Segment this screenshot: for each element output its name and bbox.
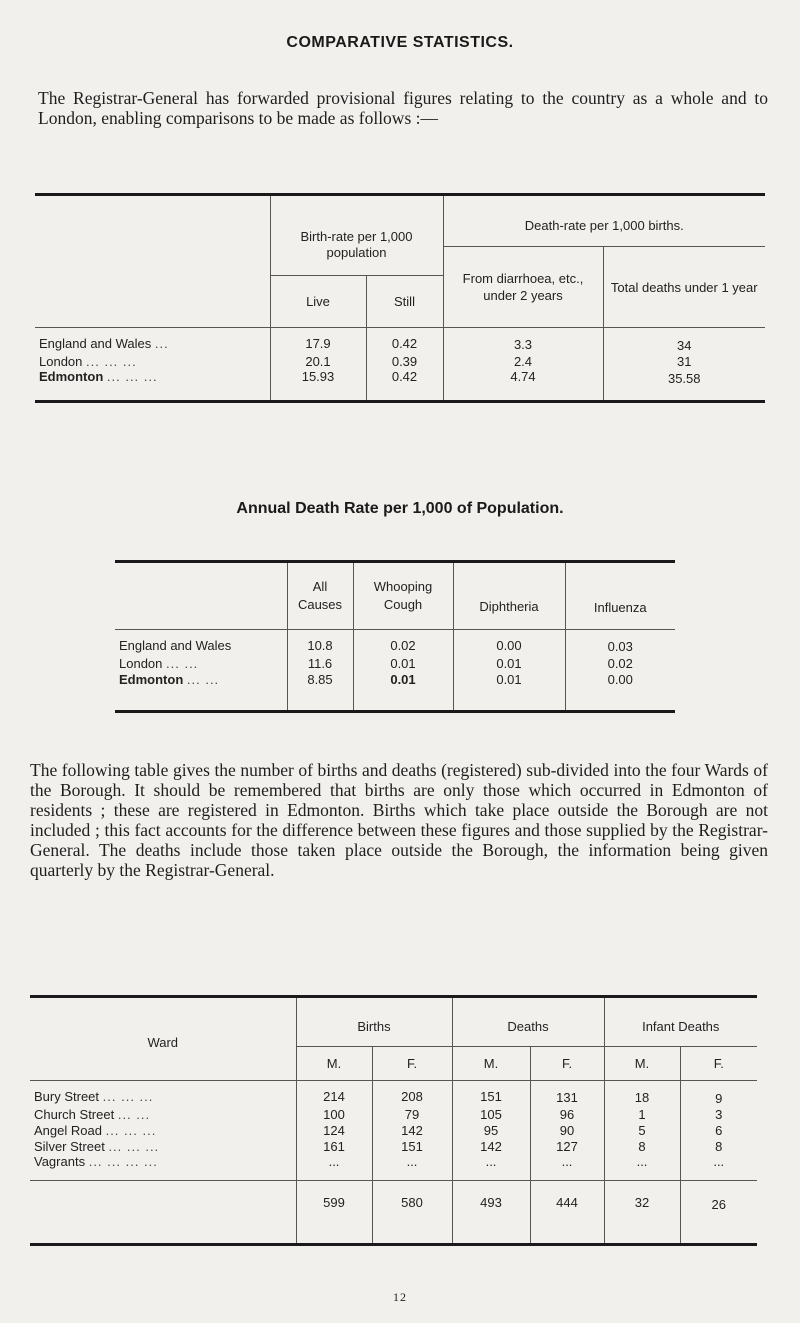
cell-deaths-f: 90 <box>530 1122 604 1138</box>
leader-dots: ... ... ... <box>105 1122 157 1138</box>
cell-all-causes: 8.85 <box>287 672 353 712</box>
ward-label: Angel Road <box>34 1122 102 1138</box>
header-births-female: F. <box>372 1047 452 1081</box>
cell-births-f: 79 <box>372 1106 452 1122</box>
cell-births-f: 208 <box>372 1081 452 1107</box>
ward-label: Vagrants <box>34 1154 86 1169</box>
page-number: 12 <box>393 1290 407 1304</box>
cell-all-causes: 10.8 <box>287 630 353 656</box>
cell-births-m: 214 <box>296 1081 372 1107</box>
cell-infant-f: 9 <box>680 1081 757 1107</box>
header-still: Still <box>366 276 443 328</box>
leader-dots: ... ... <box>186 671 220 687</box>
area-label: England and Wales <box>39 336 152 351</box>
cell-still: 0.42 <box>366 328 443 354</box>
cell-deaths-f: 96 <box>530 1106 604 1122</box>
cell-births-m: 161 <box>296 1138 372 1154</box>
cell-infant-f: ... <box>680 1154 757 1180</box>
cell-deaths-m: 105 <box>452 1106 530 1122</box>
section-title-death-rate: Annual Death Rate per 1,000 of Population. <box>236 500 564 517</box>
cell-diarrhoea: 4.74 <box>443 369 603 401</box>
cell-infant-f: 8 <box>680 1138 757 1154</box>
header-infant-female: F. <box>680 1047 757 1081</box>
annual-death-rate-table <box>115 560 675 713</box>
header-live: Live <box>270 276 366 328</box>
leader-dots: ... ... ... ... <box>88 1154 158 1169</box>
birth-death-rate-table <box>35 193 765 403</box>
header-ward: Ward <box>147 1034 179 1050</box>
total-births-m: 599 <box>296 1180 372 1244</box>
header-deaths-male: M. <box>452 1047 530 1081</box>
cell-deaths-f: 131 <box>530 1081 604 1107</box>
leader-dots: ... ... ... <box>102 1089 154 1104</box>
header-influenza: Influenza <box>565 562 675 630</box>
page-title: COMPARATIVE STATISTICS. <box>286 34 514 51</box>
total-deaths-f: 444 <box>530 1180 604 1244</box>
header-diphtheria: Diphtheria <box>453 562 565 630</box>
total-infant-m: 32 <box>604 1180 680 1244</box>
leader-dots: ... ... <box>117 1106 151 1122</box>
header-infant-male: M. <box>604 1047 680 1081</box>
cell-diphtheria: 0.01 <box>453 656 565 672</box>
leader-dots: ... ... <box>166 656 199 671</box>
cell-births-m: 124 <box>296 1122 372 1138</box>
cell-still: 0.42 <box>366 369 443 401</box>
cell-total: 34 <box>603 328 765 354</box>
area-label: Edmonton <box>39 369 104 384</box>
cell-births-f: ... <box>372 1154 452 1180</box>
cell-influenza: 0.03 <box>565 630 675 656</box>
header-total-deaths: Total deaths under 1 year <box>603 247 765 328</box>
cell-births-m: 100 <box>296 1106 372 1122</box>
cell-deaths-f: ... <box>530 1154 604 1180</box>
cell-infant-m: 5 <box>604 1122 680 1138</box>
cell-births-m: ... <box>296 1154 372 1180</box>
cell-deaths-m: 151 <box>452 1081 530 1107</box>
cell-infant-m: ... <box>604 1154 680 1180</box>
cell-live: 15.93 <box>270 369 366 401</box>
cell-infant-f: 3 <box>680 1106 757 1122</box>
intro-paragraph: The Registrar-General has forwarded provisional figures relating to the country as a whole and to London, enabling comparisons to be made as follows :— <box>38 88 768 128</box>
cell-infant-m: 18 <box>604 1081 680 1107</box>
header-birth-rate: Birth-rate per 1,000 population <box>270 195 443 276</box>
cell-diphtheria: 0.00 <box>453 630 565 656</box>
leader-dots: ... ... ... <box>108 1138 160 1154</box>
cell-infant-f: 6 <box>680 1122 757 1138</box>
cell-deaths-m: 142 <box>452 1138 530 1154</box>
cell-deaths-m: ... <box>452 1154 530 1180</box>
leader-dots: ... ... ... <box>86 353 137 369</box>
leader-dots: ... <box>154 336 169 351</box>
cell-live: 20.1 <box>270 353 366 369</box>
cell-whooping-cough: 0.01 <box>353 672 453 712</box>
total-infant-f: 26 <box>680 1180 757 1244</box>
header-infant-deaths: Infant Deaths <box>604 997 757 1047</box>
header-deaths: Deaths <box>452 997 604 1047</box>
cell-whooping-cough: 0.01 <box>353 656 453 672</box>
ward-explanation-paragraph: The following table gives the number of births and deaths (registered) sub-divided into the four Wards of the Borough. It should be remembered that births are only those which occurred in Edmonton of residents ; these are registered in Edmonton. Births which take place outside the Borough are not included ; this fact accounts for the difference between these figures and those supplied by the Registrar-General. The deaths include those taken place outside the Borough, the information being given quarterly by the Registrar-General. <box>30 760 768 880</box>
cell-still: 0.39 <box>366 353 443 369</box>
cell-diarrhoea: 3.3 <box>443 328 603 354</box>
cell-infant-m: 1 <box>604 1106 680 1122</box>
ward-label: Silver Street <box>34 1138 105 1154</box>
area-label: London <box>119 656 163 671</box>
ward-label: Bury Street <box>34 1089 100 1104</box>
header-births-male: M. <box>296 1047 372 1081</box>
cell-diarrhoea: 2.4 <box>443 353 603 369</box>
cell-infant-m: 8 <box>604 1138 680 1154</box>
header-all-causes: All Causes <box>287 562 353 630</box>
header-whooping-cough: Whooping Cough <box>353 562 453 630</box>
ward-label: Church Street <box>34 1106 115 1122</box>
cell-deaths-f: 127 <box>530 1138 604 1154</box>
header-death-rate: Death-rate per 1,000 births. <box>443 195 765 247</box>
header-diarrhoea: From diarrhoea, etc., under 2 years <box>443 247 603 328</box>
cell-births-f: 142 <box>372 1122 452 1138</box>
total-births-f: 580 <box>372 1180 452 1244</box>
cell-influenza: 0.02 <box>565 656 675 672</box>
header-births: Births <box>296 997 452 1047</box>
cell-live: 17.9 <box>270 328 366 354</box>
ward-births-deaths-table <box>30 995 757 1246</box>
cell-total: 35.58 <box>603 369 765 401</box>
total-deaths-m: 493 <box>452 1180 530 1244</box>
leader-dots: ... ... ... <box>106 369 158 384</box>
cell-births-f: 151 <box>372 1138 452 1154</box>
area-label: England and Wales <box>119 638 232 654</box>
area-label: London <box>39 353 83 369</box>
cell-deaths-m: 95 <box>452 1122 530 1138</box>
area-label: Edmonton <box>119 671 184 687</box>
cell-all-causes: 11.6 <box>287 656 353 672</box>
header-deaths-female: F. <box>530 1047 604 1081</box>
cell-influenza: 0.00 <box>565 672 675 712</box>
cell-whooping-cough: 0.02 <box>353 630 453 656</box>
cell-total: 31 <box>603 353 765 369</box>
cell-diphtheria: 0.01 <box>453 672 565 712</box>
